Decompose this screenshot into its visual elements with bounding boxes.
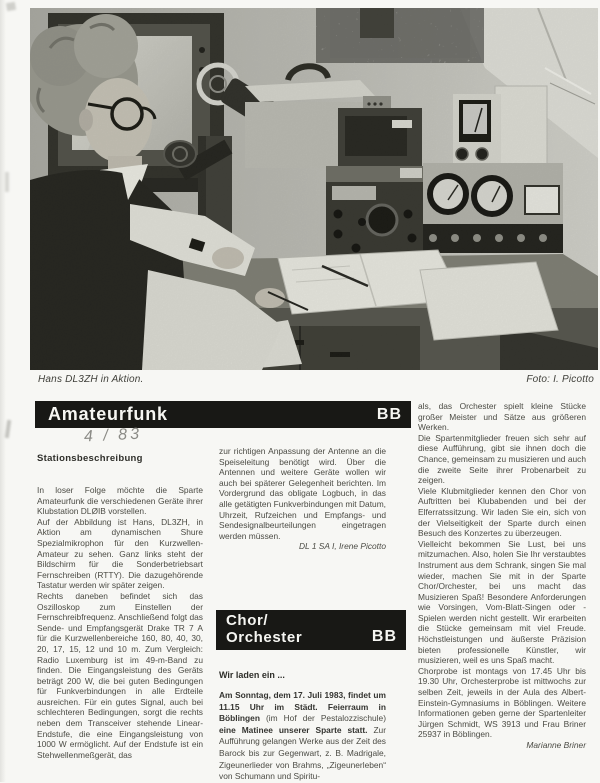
invite-normal-1: (im Hof der Pestalozzischule) xyxy=(265,713,386,724)
section-title-line1: Chor/ xyxy=(226,612,269,629)
invite-heading: Wir laden ein ... xyxy=(219,670,285,680)
article-subheading: Stationsbeschreibung xyxy=(37,453,143,464)
paragraph: zur richtigen Anpassung der Antenne an die Speiseleitung benötigt wird. Über die Antennen und weitere Geräte wollen wir auch bei späterer Gelegenheit berichten. Im Vordergrund das obligate Logbuch, in das alle getätigten Funkverbindungen mit Datum, Uhrzeit, Rufzeichen und Empfangs- und Sendesignalbeurteilungen eingetragen werden müssen. xyxy=(219,446,386,541)
photo-caption: Hans DL3ZH in Aktion. xyxy=(38,374,144,385)
paragraph: Viele Klubmitglieder kennen den Chor von Auftritten bei Klubabenden und bei der Elferratssitzung. Wir laden Sie ein, sich von der Vielseitigkeit der Sparte durch einen Besuch des Konzertes zu überzeugen. xyxy=(418,485,586,539)
paragraph: Chorprobe ist montags von 17.45 Uhr bis 19.30 Uhr, Orchesterprobe ist mittwochs zur selben Zeit, jeweils in der Aula des Albert-Einstein-Gymnasiums in Böblingen. Weitere Informationen geben gerne der Spartenleiter Jürgen Schmidt, WS 3913 und Frau Briner 25937 in Böblingen. xyxy=(418,665,586,740)
column-3 xyxy=(418,401,586,751)
invite-normal-2: Zur Aufführung gelangen Werke aus der Zeit des Barock bis zur Gegenwart, z. B. Madrigale, Zigeunerlieder von Brahms, „Zigeunerleben“ von Schumann und Spiritu- xyxy=(219,724,386,782)
paragraph: In loser Folge möchte die Sparte Amateurfunk die verschiedenen Geräte ihrer Klubstation DLØIB vorstellen. xyxy=(37,485,203,517)
bb-logo: BB xyxy=(371,628,397,645)
paragraph: Rechts daneben befindet sich das Oszilloskop zum Einstellen der Fernschreibfrequenz. Anschließend folgt das Sende- und Empfangsgerät Drake TR 7 A für die Kurzwellenbereiche 160, 80, 40, 30, 20, 17, 15, 12 und 10 m. Zum Vergleich: Radio Luxemburg ist im 49-m-Band zu finden. Die Eingangsleistung des Geräts beträgt 200 W, die bei guten Bedingungen für Funkverbindungen in alle Erdteile ausreichen. Für ein gutes Signal, auch bei schlechteren Bedingungen, sorgt die rechts neben dem Transceiver stehende Linear-Endstufe, die eine Eingangsleistung von 1000 W ermöglicht. Auf der Endstufe ist ein Stehwellenmeßgerät, das xyxy=(37,590,203,760)
paragraph: Vielleicht bekommen Sie Lust, bei uns mitzumachen. Also, holen Sie Ihr verstaubtes Instrument aus dem Schrank, singen Sie mal wieder, machen Sie mit in der Sparte Chor/Orchester, bei uns macht das Musizieren Spaß! Besondere Anforderungen wie Vorsingen, Vom-Blatt-Singen oder -Spielen werden nicht gestellt. Wir erarbeiten die Stücke gemeinsam mit viel Freude. Höchstleistungen und äußerste Präzision bieten professionelle Künstler, wir musizieren, weil es uns Spaß macht. xyxy=(418,538,586,666)
invite-bold-2: eine Matinee unserer Sparte statt. xyxy=(219,724,374,735)
paragraph: Auf der Abbildung ist Hans, DL3ZH, in Aktion am dynamischen Shure Spezialmikrophon für den Kurzwellen-Amateur zu sehen. Ganz links steht der Bildschirm für die Sonderbetriebsart Fernschreiben (RTTY). Die dazugehörende Tastatur werden wir später zeigen. xyxy=(37,516,203,591)
section-title: Amateurfunk xyxy=(48,404,168,424)
scan-artifact-corner xyxy=(6,2,16,11)
author-signature: DL 1 SA I, Irene Picotto xyxy=(298,541,386,552)
section-title-line2: Orchester xyxy=(226,629,303,646)
bb-logo: BB xyxy=(376,406,402,423)
scan-artifact-mark xyxy=(5,172,9,192)
photo-credit: Foto: I. Picotto xyxy=(526,374,594,385)
station-photo xyxy=(30,8,598,370)
column-2 xyxy=(219,446,386,552)
handwritten-issue-number: 4 / 83 xyxy=(83,425,143,446)
station-photo-art xyxy=(30,8,598,370)
section-header-chor-orchester xyxy=(216,610,406,650)
section-header-amateurfunk xyxy=(35,401,411,428)
invite-bold-1: Am Sonntag, dem 17. Juli 1983, findet um 11.15 Uhr im Städt. Feierraum in Böblingen xyxy=(219,690,386,724)
invite-paragraph xyxy=(219,690,386,783)
scan-edge-shade xyxy=(0,0,6,782)
paragraph: als, das Orchester spielt kleine Stücke großer Meister und Sätze aus größeren Werken. xyxy=(418,401,586,433)
column-1 xyxy=(37,485,203,760)
author-signature: Marianne Briner xyxy=(526,740,586,750)
paragraph: Die Spartenmitglieder freuen sich sehr auf diese Aufführung, gibt sie ihnen doch die Chance, gemeinsam zu musizieren und auch die zweite Seite ihrer Probenarbeit zu zeigen. xyxy=(418,432,586,486)
